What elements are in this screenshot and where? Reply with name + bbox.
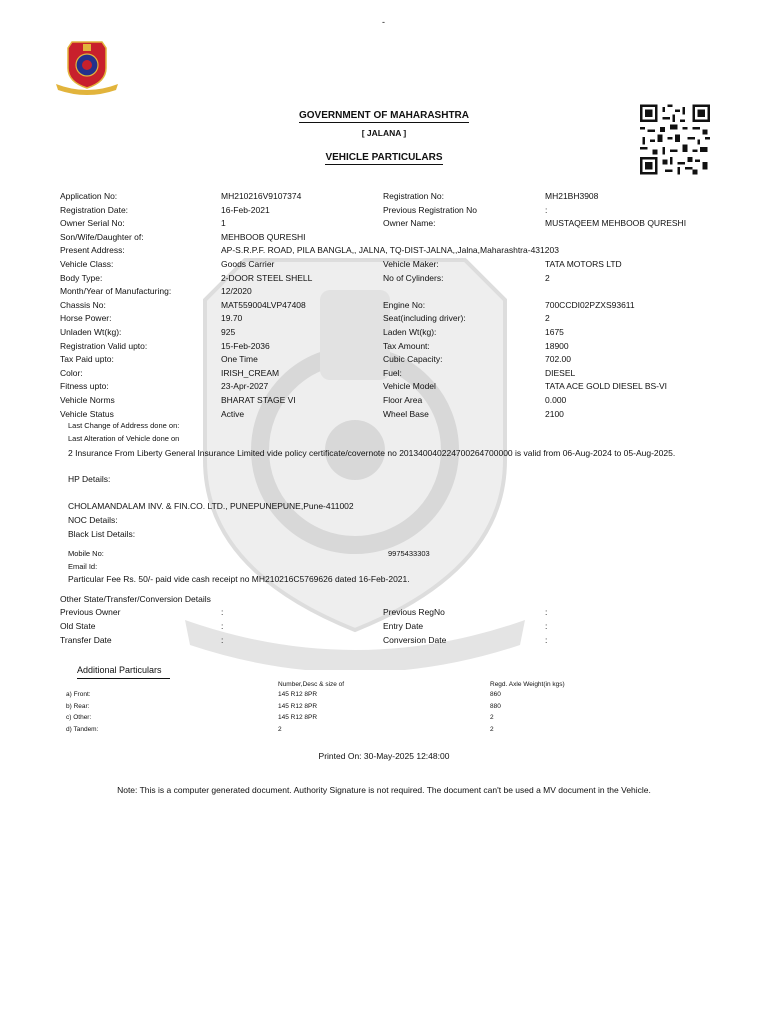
field-label: Vehicle Status bbox=[60, 408, 114, 419]
additional-particulars-underline bbox=[77, 678, 170, 679]
field-label: Registration Valid upto: bbox=[60, 340, 148, 351]
blacklist-details-label: Black List Details: bbox=[68, 529, 136, 539]
axle-label: d) Tandem: bbox=[66, 725, 99, 733]
field-label: Chassis No: bbox=[60, 299, 106, 310]
axle-weight: 880 bbox=[490, 702, 501, 710]
field-label: Vehicle Maker: bbox=[383, 259, 439, 269]
detail-row bbox=[0, 273, 768, 286]
detail-row bbox=[0, 191, 768, 204]
field-value: MH210216V9107374 bbox=[221, 191, 302, 201]
field-label: Old State bbox=[60, 621, 96, 631]
axle-label: c) Other: bbox=[66, 714, 92, 721]
field-value: Active bbox=[221, 408, 245, 419]
field-value: : bbox=[545, 635, 548, 645]
field-label: Month/Year of Manufacturing: bbox=[60, 286, 172, 297]
field-value: 23-Apr-2027 bbox=[221, 381, 269, 392]
field-label: Color: bbox=[60, 367, 83, 378]
field-value: MH21BH3908 bbox=[545, 191, 599, 201]
field-value: 925 bbox=[221, 327, 236, 337]
field-label: Fuel: bbox=[383, 367, 402, 378]
axle-label: a) Front: bbox=[66, 691, 91, 698]
detail-row bbox=[0, 259, 768, 272]
axle-weight: 860 bbox=[490, 691, 501, 698]
field-label: Horse Power: bbox=[60, 313, 112, 324]
field-value: : bbox=[545, 621, 548, 631]
field-value: Goods Carrier bbox=[221, 259, 275, 269]
field-value: TATA ACE GOLD DIESEL BS-VI bbox=[545, 381, 668, 392]
additional-particulars-title: Additional Particulars bbox=[77, 665, 162, 675]
field-value: 2 bbox=[545, 272, 550, 283]
field-value: 700CCDI02PZXS93611 bbox=[545, 299, 635, 310]
document-title: VEHICLE PARTICULARS bbox=[325, 152, 443, 163]
detail-row bbox=[0, 286, 768, 299]
tyre-desc: 145 R12 8PR bbox=[278, 702, 318, 710]
field-label: Laden Wt(kg): bbox=[383, 327, 437, 337]
field-value: : bbox=[221, 635, 224, 645]
field-label: Transfer Date bbox=[60, 635, 112, 645]
last-address-change-label: Last Change of Address done on: bbox=[68, 421, 180, 430]
government-heading: GOVERNMENT OF MAHARASHTRA bbox=[299, 110, 469, 121]
field-label: Cubic Capacity: bbox=[383, 354, 443, 365]
detail-row bbox=[0, 327, 768, 340]
detail-row bbox=[0, 354, 768, 367]
field-value: : bbox=[545, 607, 548, 617]
footer-note: Note: This is a computer generated document. Authority Signature is not required. The document can't be used a MV document in the Vehicle. bbox=[117, 785, 651, 795]
other-state-row bbox=[0, 607, 768, 620]
col-number-header: Number,Desc & size of bbox=[278, 681, 345, 688]
axle-weight: 2 bbox=[490, 725, 494, 733]
field-label: Previous RegNo bbox=[383, 607, 445, 617]
detail-row bbox=[0, 341, 768, 354]
field-label: Wheel Base bbox=[383, 408, 429, 419]
field-label: Registration No: bbox=[383, 191, 444, 201]
field-value: 15-Feb-2036 bbox=[221, 340, 270, 351]
district-heading: [ JALANA ] bbox=[361, 128, 407, 138]
field-label: Previous Registration No bbox=[383, 204, 478, 215]
field-label: Floor Area bbox=[383, 395, 423, 405]
field-value: MAT559004LVP47408 bbox=[221, 299, 306, 310]
axle-weight: 2 bbox=[490, 714, 494, 721]
field-label: Vehicle Model bbox=[383, 381, 436, 392]
field-value: : bbox=[545, 204, 548, 215]
top-dash: - bbox=[382, 17, 385, 27]
field-label: Vehicle Class: bbox=[60, 259, 114, 269]
tyre-desc: 145 R12 8PR bbox=[278, 691, 318, 698]
tyre-desc: 2 bbox=[278, 725, 282, 733]
noc-details-label: NOC Details: bbox=[68, 515, 118, 525]
field-value: 12/2020 bbox=[221, 286, 252, 297]
fee-receipt: Particular Fee Rs. 50/- paid vide cash receipt no MH210216C5769626 dated 16-Feb-2021. bbox=[68, 574, 410, 584]
field-label: Tax Paid upto: bbox=[60, 354, 114, 365]
field-label: Seat(including driver): bbox=[383, 313, 466, 324]
field-value: AP-S.R.P.F. ROAD, PILA BANGLA,, JALNA, TQ-DIST-JALNA,,Jalna,Maharashtra-431203 bbox=[221, 245, 559, 256]
detail-row bbox=[0, 381, 768, 394]
field-label: Owner Serial No: bbox=[60, 218, 125, 229]
field-value: DIESEL bbox=[545, 367, 576, 378]
field-label: Registration Date: bbox=[60, 204, 129, 215]
field-label: Engine No: bbox=[383, 299, 426, 310]
field-label: Conversion Date bbox=[383, 635, 447, 645]
detail-row bbox=[0, 409, 768, 422]
field-value: : bbox=[221, 607, 224, 617]
detail-row bbox=[0, 205, 768, 218]
mobile-value: 9975433303 bbox=[388, 549, 430, 558]
detail-row bbox=[0, 395, 768, 408]
insurance-details: 2 Insurance From Liberty General Insurance Limited vide policy certificate/covernote no 201340040224700264700000 is valid from 06-Aug-2024 to 05-Aug-2025. bbox=[68, 448, 676, 458]
field-value: 16-Feb-2021 bbox=[221, 204, 270, 215]
field-value: 702.00 bbox=[545, 354, 571, 365]
field-value: IRISH_CREAM bbox=[221, 367, 280, 378]
field-label: Tax Amount: bbox=[383, 340, 430, 351]
field-label: Application No: bbox=[60, 191, 118, 201]
field-label: Vehicle Norms bbox=[60, 395, 115, 405]
hp-details-value: CHOLAMANDALAM INV. & FIN.CO. LTD., PUNEPUNEPUNE,Pune-411002 bbox=[68, 501, 354, 511]
field-value: MUSTAQEEM MEHBOOB QURESHI bbox=[545, 218, 687, 229]
detail-row bbox=[0, 368, 768, 381]
other-state-title: Other State/Transfer/Conversion Details bbox=[60, 594, 211, 604]
field-value: One Time bbox=[221, 354, 258, 365]
field-value: 2 bbox=[545, 313, 550, 324]
tyre-desc: 145 R12 8PR bbox=[278, 714, 318, 721]
mobile-label: Mobile No: bbox=[68, 549, 104, 558]
department-emblem-logo bbox=[52, 38, 122, 96]
field-value: BHARAT STAGE VI bbox=[221, 395, 296, 405]
detail-row bbox=[0, 313, 768, 326]
field-value: 1 bbox=[221, 218, 226, 229]
field-value: 0.000 bbox=[545, 395, 567, 405]
field-value: 18900 bbox=[545, 340, 569, 351]
other-state-row bbox=[0, 621, 768, 634]
last-alteration-label: Last Alteration of Vehicle done on bbox=[68, 434, 180, 443]
field-value: 19.70 bbox=[221, 313, 243, 324]
field-label: No of Cylinders: bbox=[383, 272, 444, 283]
other-state-row bbox=[0, 635, 768, 648]
field-label: Fitness upto: bbox=[60, 381, 109, 392]
col-weight-header: Regd. Axle Weight(in kgs) bbox=[490, 681, 565, 688]
printed-on: Printed On: 30-May-2025 12:48:00 bbox=[318, 751, 450, 761]
detail-row bbox=[0, 300, 768, 313]
axle-label: b) Rear: bbox=[66, 702, 90, 710]
hp-details-label: HP Details: bbox=[68, 474, 111, 484]
field-label: Present Address: bbox=[60, 245, 125, 256]
field-value: 1675 bbox=[545, 327, 564, 337]
detail-row bbox=[0, 232, 768, 245]
detail-row bbox=[0, 218, 768, 231]
field-label: Owner Name: bbox=[383, 218, 436, 229]
field-label: Previous Owner bbox=[60, 607, 121, 617]
email-label: Email Id: bbox=[68, 562, 98, 571]
field-label: Unladen Wt(kg): bbox=[60, 327, 122, 337]
field-label: Body Type: bbox=[60, 272, 103, 283]
field-label: Entry Date bbox=[383, 621, 424, 631]
field-label: Son/Wife/Daughter of: bbox=[60, 231, 144, 242]
detail-row bbox=[0, 245, 768, 258]
field-value: 2100 bbox=[545, 408, 564, 419]
field-value: MEHBOOB QURESHI bbox=[221, 231, 306, 242]
field-value: 2-DOOR STEEL SHELL bbox=[221, 272, 313, 283]
field-value: TATA MOTORS LTD bbox=[545, 259, 622, 269]
field-value: : bbox=[221, 621, 224, 631]
